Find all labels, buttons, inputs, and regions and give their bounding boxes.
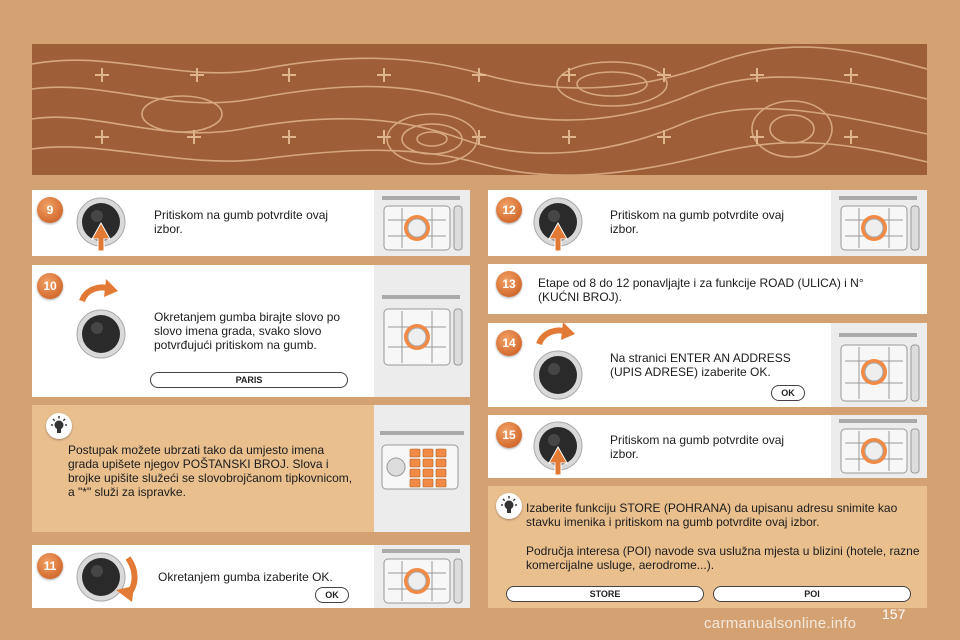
step-9-panel — [32, 190, 470, 256]
ok-button[interactable]: OK — [771, 385, 805, 401]
step-11-badge: 11 — [37, 553, 63, 579]
topographic-map-graphic — [32, 44, 927, 175]
step-15-text: Pritiskom na gumb potvrdite ovaj izbor. — [610, 433, 785, 461]
paris-option[interactable]: PARIS — [150, 372, 348, 388]
knob-press-icon — [76, 197, 126, 247]
step-10-panel — [32, 265, 470, 397]
tip-2-text-poi: Područja interesa (POI) navode sva uslužna mjesta u blizini (hotele, razne komercijalne usluge, aerodrome...). — [526, 544, 920, 572]
knob-rotate-icon — [76, 309, 126, 359]
topographic-banner — [32, 44, 927, 175]
step-10-text: Okretanjem gumba birajte slovo po slovo imena grada, svako slovo potvrđujući pritiskom na gumb. — [154, 310, 341, 352]
step-15-badge: 15 — [496, 422, 522, 448]
knob-rotate-icon — [533, 350, 583, 400]
step-14-panel — [488, 323, 927, 407]
tip-1-text: Postupak možete ubrzati tako da umjesto imena grada upišete njegov POŠTANSKI BROJ. Slova i brojke upišite služeći se slovobrojčanom tipkovnicom, a "*" služi za ispravke. — [68, 443, 353, 499]
poi-option[interactable]: POI — [713, 586, 911, 602]
step-15-panel — [488, 415, 927, 478]
tip-1-panel — [32, 405, 470, 532]
step-11-panel — [32, 545, 470, 608]
store-option[interactable]: STORE — [506, 586, 704, 602]
step-9-badge: 9 — [37, 197, 63, 223]
step-14-text: Na stranici ENTER AN ADDRESS (UPIS ADRESE) izaberite OK. — [610, 351, 791, 379]
knob-press-icon — [533, 421, 583, 471]
tip-2-text-store: Izaberite funkciju STORE (POHRANA) da upisanu adresu snimite kao stavku imenika i pritiskom na gumb potvrdite ovaj izbor. — [526, 501, 898, 529]
step-12-panel — [488, 190, 927, 256]
watermark: carmanualsonline.info — [704, 615, 857, 632]
control-panel-image — [374, 190, 470, 256]
step-9-text: Pritiskom na gumb potvrdite ovaj izbor. — [154, 208, 329, 236]
step-11-text: Okretanjem gumba izaberite OK. — [158, 570, 333, 584]
knob-press-icon — [533, 197, 583, 247]
step-13-text: Etape od 8 do 12 ponavljajte i za funkcije ROAD (ULICA) i N° (KUĆNI BROJ). — [538, 276, 864, 304]
control-panel-image — [831, 415, 927, 478]
tip-2-panel — [488, 486, 927, 608]
step-12-badge: 12 — [496, 197, 522, 223]
page-number: 157 — [882, 606, 906, 622]
lightbulb-icon — [496, 493, 522, 519]
knob-rotate-icon — [76, 552, 126, 602]
control-panel-image — [374, 545, 470, 608]
step-14-badge: 14 — [496, 330, 522, 356]
ok-button[interactable]: OK — [315, 587, 349, 603]
step-10-badge: 10 — [37, 273, 63, 299]
step-13-badge: 13 — [496, 271, 522, 297]
control-panel-image — [374, 265, 470, 397]
step-13-panel — [488, 264, 927, 314]
control-panel-image — [831, 323, 927, 407]
step-12-text: Pritiskom na gumb potvrdite ovaj izbor. — [610, 208, 785, 236]
control-panel-image — [831, 190, 927, 256]
lightbulb-icon — [46, 413, 72, 439]
keypad-image — [374, 405, 470, 532]
